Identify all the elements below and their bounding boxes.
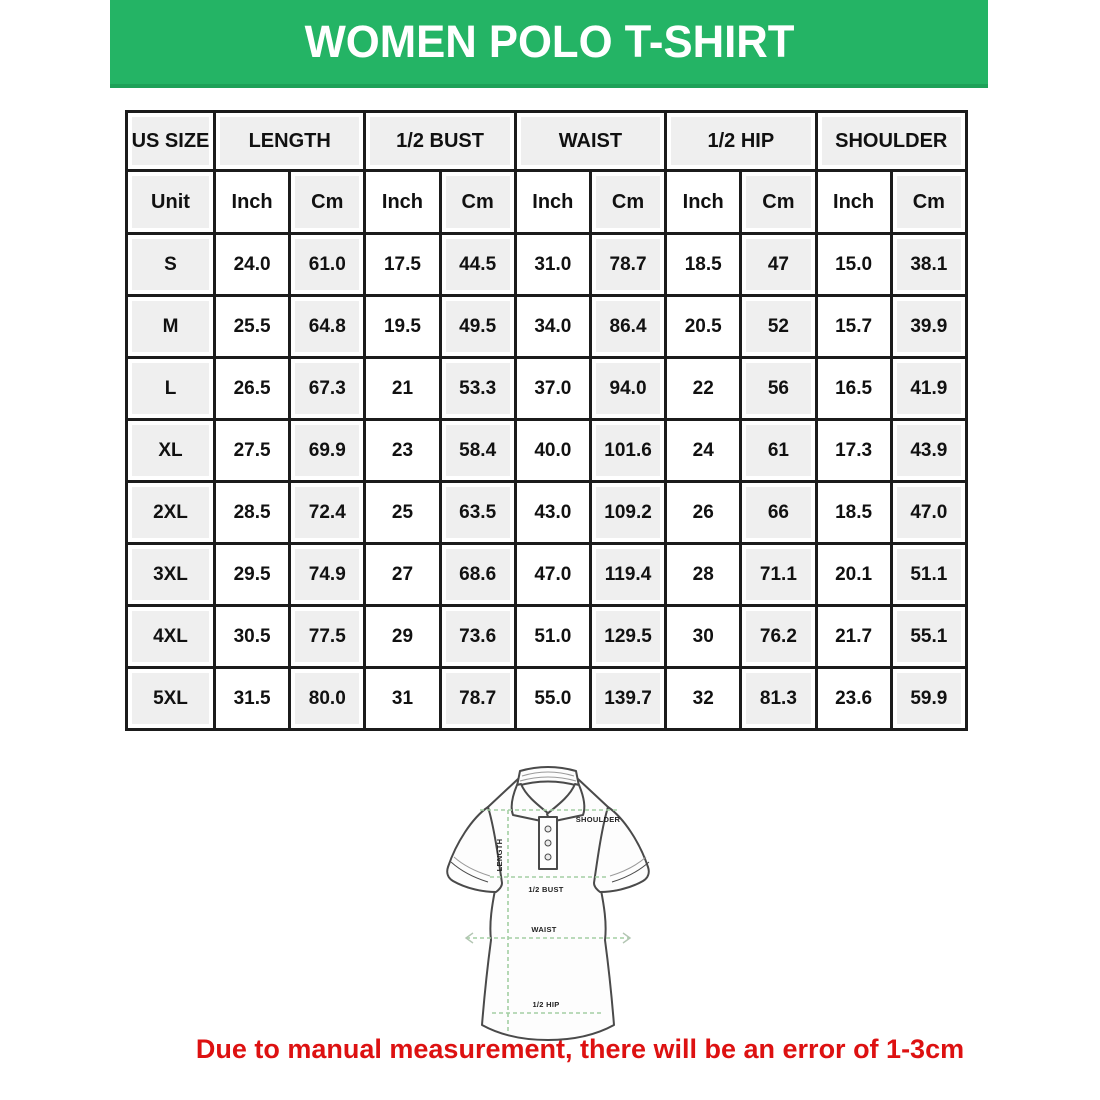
value-cell: 32 <box>666 668 741 730</box>
value-cell: 18.5 <box>666 234 741 296</box>
value-cell: 47.0 <box>891 482 966 544</box>
value-cell: 17.5 <box>365 234 440 296</box>
unit-cell: Inch <box>816 171 891 234</box>
value-cell: 139.7 <box>590 668 665 730</box>
size-cell: 2XL <box>127 482 215 544</box>
table-row-4xl <box>127 606 967 668</box>
table-header-row <box>127 112 967 171</box>
polo-shirt-diagram <box>440 755 660 1045</box>
value-cell: 31.5 <box>215 668 290 730</box>
table-row-5xl <box>127 668 967 730</box>
value-cell: 23.6 <box>816 668 891 730</box>
value-cell: 41.9 <box>891 358 966 420</box>
value-cell: 80.0 <box>290 668 365 730</box>
measurement-disclaimer: Due to manual measurement, there will be an error of 1-3cm <box>195 1034 965 1064</box>
header-length: LENGTH <box>215 112 365 171</box>
value-cell: 21 <box>365 358 440 420</box>
header-shoulder: SHOULDER <box>816 112 967 171</box>
unit-cell: Inch <box>215 171 290 234</box>
header-half-hip: 1/2 HIP <box>666 112 816 171</box>
size-cell: 3XL <box>127 544 215 606</box>
half-bust-label: 1/2 BUST <box>528 885 564 894</box>
header-waist: WAIST <box>515 112 665 171</box>
value-cell: 52 <box>741 296 816 358</box>
page-title: WOMEN POLO T-SHIRT <box>304 16 794 67</box>
shoulder-label: SHOULDER <box>575 815 621 824</box>
table-row-2xl <box>127 482 967 544</box>
value-cell: 67.3 <box>290 358 365 420</box>
unit-cell: Inch <box>365 171 440 234</box>
half-hip-label: 1/2 HIP <box>532 1000 560 1009</box>
value-cell: 21.7 <box>816 606 891 668</box>
value-cell: 53.3 <box>440 358 515 420</box>
value-cell: 47.0 <box>515 544 590 606</box>
size-cell: 4XL <box>127 606 215 668</box>
value-cell: 58.4 <box>440 420 515 482</box>
table-row-xl <box>127 420 967 482</box>
value-cell: 61.0 <box>290 234 365 296</box>
value-cell: 86.4 <box>590 296 665 358</box>
value-cell: 68.6 <box>440 544 515 606</box>
value-cell: 101.6 <box>590 420 665 482</box>
value-cell: 73.6 <box>440 606 515 668</box>
unit-cell: Cm <box>590 171 665 234</box>
unit-cell: Cm <box>440 171 515 234</box>
value-cell: 25.5 <box>215 296 290 358</box>
value-cell: 37.0 <box>515 358 590 420</box>
value-cell: 76.2 <box>741 606 816 668</box>
value-cell: 22 <box>666 358 741 420</box>
polo-shirt-drawing <box>440 755 660 1045</box>
value-cell: 19.5 <box>365 296 440 358</box>
value-cell: 43.0 <box>515 482 590 544</box>
value-cell: 28 <box>666 544 741 606</box>
value-cell: 26 <box>666 482 741 544</box>
value-cell: 25 <box>365 482 440 544</box>
value-cell: 47 <box>741 234 816 296</box>
value-cell: 81.3 <box>741 668 816 730</box>
value-cell: 31.0 <box>515 234 590 296</box>
value-cell: 30.5 <box>215 606 290 668</box>
value-cell: 39.9 <box>891 296 966 358</box>
value-cell: 43.9 <box>891 420 966 482</box>
size-cell: M <box>127 296 215 358</box>
table-row-s <box>127 234 967 296</box>
unit-cell: Inch <box>515 171 590 234</box>
value-cell: 34.0 <box>515 296 590 358</box>
value-cell: 29 <box>365 606 440 668</box>
value-cell: 61 <box>741 420 816 482</box>
value-cell: 38.1 <box>891 234 966 296</box>
value-cell: 129.5 <box>590 606 665 668</box>
size-table-container <box>125 110 968 731</box>
value-cell: 64.8 <box>290 296 365 358</box>
button <box>545 840 551 846</box>
unit-cell: Cm <box>741 171 816 234</box>
value-cell: 27 <box>365 544 440 606</box>
value-cell: 78.7 <box>590 234 665 296</box>
value-cell: 49.5 <box>440 296 515 358</box>
value-cell: 26.5 <box>215 358 290 420</box>
value-cell: 15.0 <box>816 234 891 296</box>
value-cell: 51.0 <box>515 606 590 668</box>
value-cell: 15.7 <box>816 296 891 358</box>
value-cell: 23 <box>365 420 440 482</box>
value-cell: 119.4 <box>590 544 665 606</box>
value-cell: 20.1 <box>816 544 891 606</box>
value-cell: 94.0 <box>590 358 665 420</box>
unit-cell: Inch <box>666 171 741 234</box>
value-cell: 29.5 <box>215 544 290 606</box>
title-banner <box>110 0 988 88</box>
value-cell: 55.1 <box>891 606 966 668</box>
size-cell: XL <box>127 420 215 482</box>
size-table <box>125 110 968 731</box>
size-cell: S <box>127 234 215 296</box>
length-label: LENGTH <box>495 838 504 872</box>
value-cell: 40.0 <box>515 420 590 482</box>
value-cell: 78.7 <box>440 668 515 730</box>
value-cell: 24.0 <box>215 234 290 296</box>
value-cell: 28.5 <box>215 482 290 544</box>
value-cell: 18.5 <box>816 482 891 544</box>
value-cell: 63.5 <box>440 482 515 544</box>
table-row-l <box>127 358 967 420</box>
value-cell: 44.5 <box>440 234 515 296</box>
value-cell: 16.5 <box>816 358 891 420</box>
value-cell: 109.2 <box>590 482 665 544</box>
value-cell: 51.1 <box>891 544 966 606</box>
waist-label: WAIST <box>531 925 557 934</box>
unit-label: Unit <box>127 171 215 234</box>
value-cell: 30 <box>666 606 741 668</box>
table-row-3xl <box>127 544 967 606</box>
value-cell: 31 <box>365 668 440 730</box>
value-cell: 71.1 <box>741 544 816 606</box>
value-cell: 69.9 <box>290 420 365 482</box>
value-cell: 72.4 <box>290 482 365 544</box>
table-row-m <box>127 296 967 358</box>
unit-row <box>127 171 967 234</box>
unit-cell: Cm <box>891 171 966 234</box>
value-cell: 17.3 <box>816 420 891 482</box>
value-cell: 77.5 <box>290 606 365 668</box>
value-cell: 59.9 <box>891 668 966 730</box>
unit-cell: Cm <box>290 171 365 234</box>
value-cell: 20.5 <box>666 296 741 358</box>
button <box>545 854 551 860</box>
size-cell: L <box>127 358 215 420</box>
header-us-size: US SIZE <box>127 112 215 171</box>
size-cell: 5XL <box>127 668 215 730</box>
value-cell: 66 <box>741 482 816 544</box>
value-cell: 56 <box>741 358 816 420</box>
value-cell: 24 <box>666 420 741 482</box>
value-cell: 27.5 <box>215 420 290 482</box>
waist-arrow-right <box>623 933 630 943</box>
value-cell: 74.9 <box>290 544 365 606</box>
header-half-bust: 1/2 BUST <box>365 112 515 171</box>
value-cell: 55.0 <box>515 668 590 730</box>
button <box>545 826 551 832</box>
